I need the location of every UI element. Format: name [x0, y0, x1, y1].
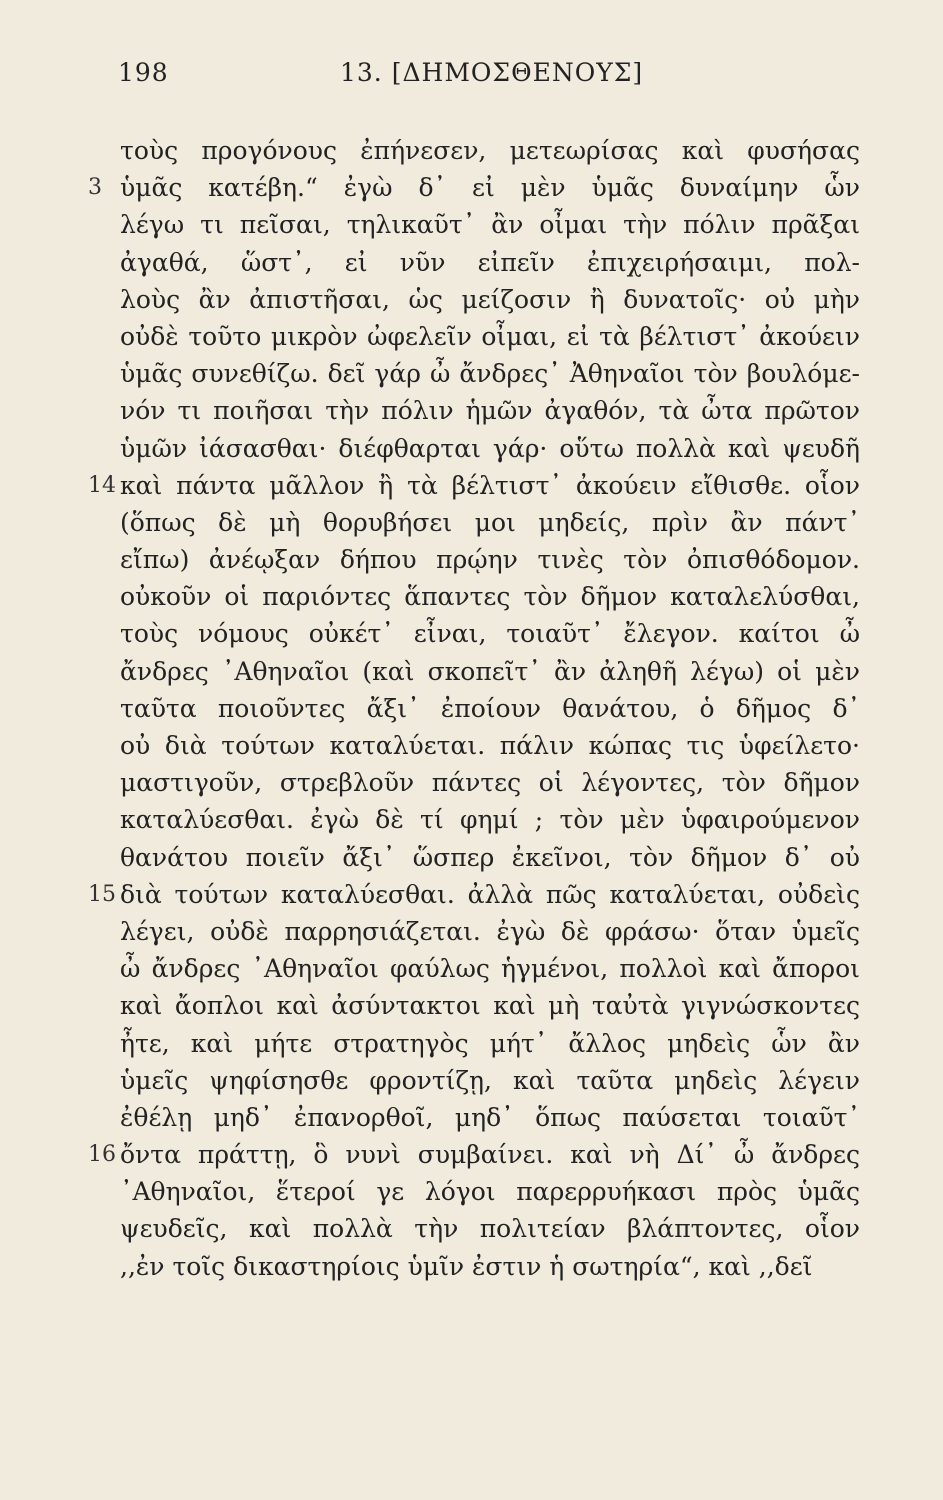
text-line [88, 467, 860, 504]
line-text: τοὺς νόμους οὐκέτ᾽ εἶναι, τοιαῦτ᾽ ἔλεγον. καίτοι ὦ [120, 619, 860, 649]
line-text: τοὺς προγόνους ἐπήνεσεν, μετεωρίσας καὶ φυσήσας [120, 136, 860, 165]
text-line [120, 653, 860, 690]
line-text: ὑμῶν ἰάσασθαι· διέφθαρται γάρ· οὕτω πολλὰ καὶ ψευδῆ [120, 433, 860, 463]
text-line [120, 1210, 860, 1247]
line-text: ἐθέλῃ μηδ᾽ ἐπανορθοῖ, μηδ᾽ ὅπως παύσεται τοιαῦτ᾽ [120, 1102, 860, 1132]
text-line [120, 430, 860, 467]
line-text: ,,ἐν τοῖς δικαστηρίοις ὑμῖν ἐστιν ἡ σωτηρία“, καὶ ,,δεῖ [120, 1251, 813, 1281]
text-line [120, 1025, 860, 1062]
text-line [120, 132, 860, 169]
text-line [120, 615, 860, 652]
line-text: μαστιγοῦν, στρεβλοῦν πάντες οἱ λέγοντες, τὸν δῆμον [120, 768, 860, 798]
text-line [88, 169, 860, 206]
line-text: καὶ πάντα μᾶλλον ἢ τὰ βέλτιστ᾽ ἀκούειν εἴθισθε. οἷον [120, 470, 860, 500]
line-text: ᾽Αθηναῖοι, ἕτεροί γε λόγοι παρερρυήκασι πρὸς ὑμᾶς [120, 1177, 860, 1207]
section-number: 16 [88, 1142, 116, 1168]
line-text: ψευδεῖς, καὶ πολλὰ τὴν πολιτείαν βλάπτοντες, οἷον [120, 1214, 860, 1244]
section-number: 14 [88, 472, 116, 498]
line-text: ἀγαθά, ὥστ᾽, εἰ νῦν εἰπεῖν ἐπιχειρήσαιμι, πολ- [120, 247, 860, 277]
text-line [120, 690, 860, 727]
line-text: (ὅπως δὲ μὴ θορυβήσει μοι μηδείς, πρὶν ἂν πάντ᾽ [120, 507, 860, 537]
line-text: νόν τι ποιῆσαι τὴν πόλιν ἡμῶν ἀγαθόν, τὰ ὦτα πρῶτον [120, 396, 860, 426]
text-line [120, 1099, 860, 1136]
line-text: καὶ ἄοπλοι καὶ ἀσύντακτοι καὶ μὴ ταὐτὰ γιγνώσκοντες [120, 991, 860, 1021]
text-line [120, 1173, 860, 1210]
greek-text-body [88, 132, 860, 1285]
text-line [120, 281, 860, 318]
text-line [88, 876, 860, 913]
line-text: εἴπω) ἀνέῳξαν δήπου πρῴην τινὲς τὸν ὀπισθόδομον. [120, 545, 860, 575]
text-line [120, 764, 860, 801]
section-number: 3 [88, 175, 102, 201]
line-text: λέγει, οὐδὲ παρρησιάζεται. ἐγὼ δὲ φράσω· ὅταν ὑμεῖς [120, 916, 860, 946]
text-line [120, 504, 860, 541]
line-text: ἄνδρες ᾽Αθηναῖοι (καὶ σκοπεῖτ᾽ ἂν ἀληθῆ λέγω) οἱ μὲν [120, 656, 860, 686]
text-line [120, 541, 860, 578]
text-line [120, 206, 860, 243]
text-line [120, 987, 860, 1024]
text-line [120, 950, 860, 987]
line-text: λοὺς ἂν ἀπιστῆσαι, ὡς μείζοσιν ἢ δυνατοῖς· οὐ μὴν [120, 284, 860, 314]
text-line [120, 727, 860, 764]
running-title: 13. [ΔΗΜΟΣΘΕΝΟΥΣ] [340, 58, 644, 87]
line-text: καταλύεσθαι. ἐγὼ δὲ τί φημί ; τὸν μὲν ὑφαιρούμενον [120, 805, 860, 835]
line-text: οὐ διὰ τούτων καταλύεται. πάλιν κώπας τις ὑφείλετο· [120, 731, 860, 760]
line-text: ἦτε, καὶ μήτε στρατηγὸς μήτ᾽ ἄλλος μηδεὶς ὧν ἂν [120, 1028, 860, 1058]
section-number: 15 [88, 881, 116, 907]
text-line [120, 1062, 860, 1099]
line-text: θανάτου ποιεῖν ἄξι᾽ ὥσπερ ἐκεῖνοι, τὸν δῆμον δ᾽ οὐ [120, 842, 860, 872]
text-line [120, 578, 860, 615]
text-line [120, 1248, 860, 1285]
line-text: ὑμᾶς συνεθίζω. δεῖ γάρ ὦ ἄνδρες᾽ Ἀθηναῖοι τὸν βουλόμε- [120, 359, 860, 389]
line-text: ταῦτα ποιοῦντες ἄξι᾽ ἐποίουν θανάτου, ὁ δῆμος δ᾽ [120, 693, 860, 723]
text-line [120, 913, 860, 950]
text-line [120, 839, 860, 876]
text-line [88, 1136, 860, 1173]
text-line [120, 392, 860, 429]
text-line [120, 355, 860, 392]
text-line [120, 801, 860, 838]
text-line [120, 244, 860, 281]
line-text: λέγω τι πεῖσαι, τηλικαῦτ᾽ ἂν οἶμαι τὴν πόλιν πρᾶξαι [120, 210, 860, 240]
line-text: ὄντα πράττῃ, ὃ νυνὶ συμβαίνει. καὶ νὴ Δί᾽ ὦ ἄνδρες [120, 1140, 860, 1170]
text-line [120, 318, 860, 355]
line-text: ὑμεῖς ψηφίσησθε φροντίζῃ, καὶ ταῦτα μηδεὶς λέγειν [120, 1065, 860, 1095]
line-text: οὐκοῦν οἱ παριόντες ἅπαντες τὸν δῆμον καταλελύσθαι, [120, 582, 860, 612]
page-header [118, 58, 858, 98]
line-text: ὦ ἄνδρες ᾽Αθηναῖοι φαύλως ἡγμένοι, πολλοὶ καὶ ἄποροι [120, 954, 860, 984]
line-text: ὑμᾶς κατέβη.“ ἐγὼ δ᾽ εἰ μὲν ὑμᾶς δυναίμην ὧν [120, 173, 860, 203]
page-number: 198 [118, 58, 169, 87]
line-text: οὐδὲ τοῦτο μικρὸν ὠφελεῖν οἶμαι, εἰ τὰ βέλτιστ᾽ ἀκούειν [120, 321, 860, 351]
line-text: διὰ τούτων καταλύεσθαι. ἀλλὰ πῶς καταλύεται, οὐδεὶς [120, 879, 860, 909]
